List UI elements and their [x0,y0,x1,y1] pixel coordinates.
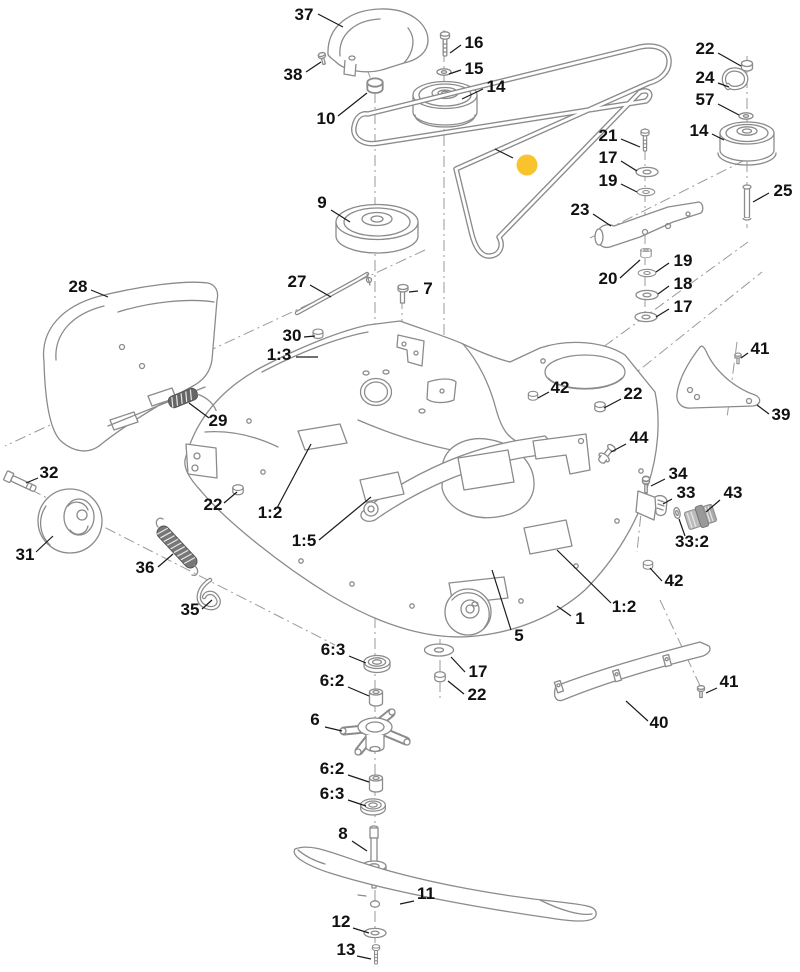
callout-1-2-a: 1:2 [257,503,283,522]
part-24-hook [724,70,746,89]
part-17-washer-b [635,312,657,321]
part-16-bolt [441,32,450,56]
part-19-washer-b [638,269,656,276]
callout-57: 57 [695,90,715,109]
callout-10: 10 [316,109,336,128]
callout-31: 31 [15,545,35,564]
callout-17-c: 17 [468,662,488,681]
callout-40: 40 [649,713,669,732]
part-21-bolt [641,129,649,151]
part-22-nut-b [595,402,605,412]
part-1-deck-housing [185,321,658,637]
part-6-3-bearing-lower [361,799,386,815]
part-41-screw-a [735,353,741,364]
part-35-anchor-rod [199,580,219,608]
callout-28: 28 [68,277,88,296]
callout-1: 1 [575,609,585,628]
part-33-2-washer [673,507,681,519]
part-13-bolt [372,945,379,964]
callout-5: 5 [514,626,524,645]
part-41-screw-b [698,686,705,698]
callout-32: 32 [39,463,59,482]
callout-14-right: 14 [689,121,709,140]
callout-6: 6 [310,710,320,729]
callout-1-5: 1:5 [291,531,317,550]
part-57-washer [739,113,753,119]
callout-38: 38 [283,65,303,84]
part-22-nut-c [233,485,243,495]
part-10-nut [367,78,382,93]
callout-1-2-b: 1:2 [611,597,637,616]
callout-6-3-b: 6:3 [319,784,345,803]
callout-29: 29 [208,411,228,430]
callout-13: 13 [336,940,356,959]
highlight-marker[interactable] [495,149,538,176]
callout-23: 23 [570,200,590,219]
callout-20: 20 [598,269,618,288]
part-17-washer-c [425,644,454,656]
callout-22-a: 22 [695,39,715,58]
part-20-spacer [641,248,651,257]
part-22-nut-d [435,672,445,682]
callout-21: 21 [598,126,618,145]
part-32-axle-bolt [3,471,37,494]
callout-15: 15 [464,59,484,78]
callout-6-2-a: 6:2 [319,671,345,690]
callout-42-b: 42 [664,571,684,590]
part-27-link-rod [297,274,372,313]
callout-12: 12 [331,912,351,931]
callout-19-b: 19 [673,251,693,270]
part-11-blade [294,847,596,921]
part-18-washer [636,290,658,299]
callout-42-a: 42 [550,378,570,397]
callout-41-a: 41 [750,339,770,358]
callout-17-a: 17 [598,148,618,167]
callout-39: 39 [771,405,791,424]
callout-22-b: 22 [623,384,643,403]
part-25-pin-bolt [743,185,751,220]
callout-18: 18 [673,274,693,293]
part-42-nut-b [643,560,652,569]
part-22-nut-top-right [742,61,753,72]
callout-24: 24 [695,68,715,87]
part-7-bolt [398,285,408,304]
part-37-belt-cover [328,9,428,76]
callout-7: 7 [423,279,433,298]
callout-41-b: 41 [719,672,739,691]
part-40-wear-strip [554,642,710,700]
part-30-nut [313,329,323,338]
callout-9: 9 [317,193,327,212]
part-39-baffle-plate [677,346,760,408]
part-5-gauge-wheel [445,589,491,635]
part-33-elbow-fitting [636,491,667,520]
callout-27: 27 [287,272,307,291]
callout-36: 36 [135,558,155,577]
callout-6-2-b: 6:2 [319,759,345,778]
callout-6-3-a: 6:3 [320,640,346,659]
callout-34: 34 [668,464,688,483]
callout-16: 16 [464,33,484,52]
part-36-extension-spring [155,518,200,575]
callout-19-a: 19 [598,171,618,190]
callout-14-left: 14 [486,77,506,96]
callout-22-c: 22 [203,495,223,514]
callout-35: 35 [180,600,200,619]
part-6-2-spacer-upper [370,689,383,706]
part-19-washer-a [637,188,655,195]
callout-8: 8 [338,824,348,843]
part-9-pulley [336,205,418,254]
callout-25: 25 [773,181,793,200]
part-17-washer-a [636,167,658,176]
part-31-roller-wheel [38,489,102,553]
callout-33-2: 33:2 [674,532,710,551]
part-15-washer [437,69,451,75]
part-6-spindle-housing [340,709,410,755]
part-28-grass-deflector [44,282,218,451]
part-14-idler-pulley-right [718,122,776,165]
callout-22-d: 22 [467,685,487,704]
callout-43: 43 [723,483,743,502]
callout-17-b: 17 [673,297,693,316]
callout-30: 30 [282,326,302,345]
callout-1-3: 1:3 [266,345,292,364]
callout-11: 11 [417,884,435,903]
callout-44: 44 [629,428,649,447]
part-6-3-bearing-upper [364,656,390,673]
callout-33: 33 [676,483,696,502]
part-6-2-spacer-lower [370,775,383,792]
part-42-nut-a [528,391,537,400]
callout-37: 37 [294,5,314,24]
highlight-dot[interactable] [517,155,538,176]
